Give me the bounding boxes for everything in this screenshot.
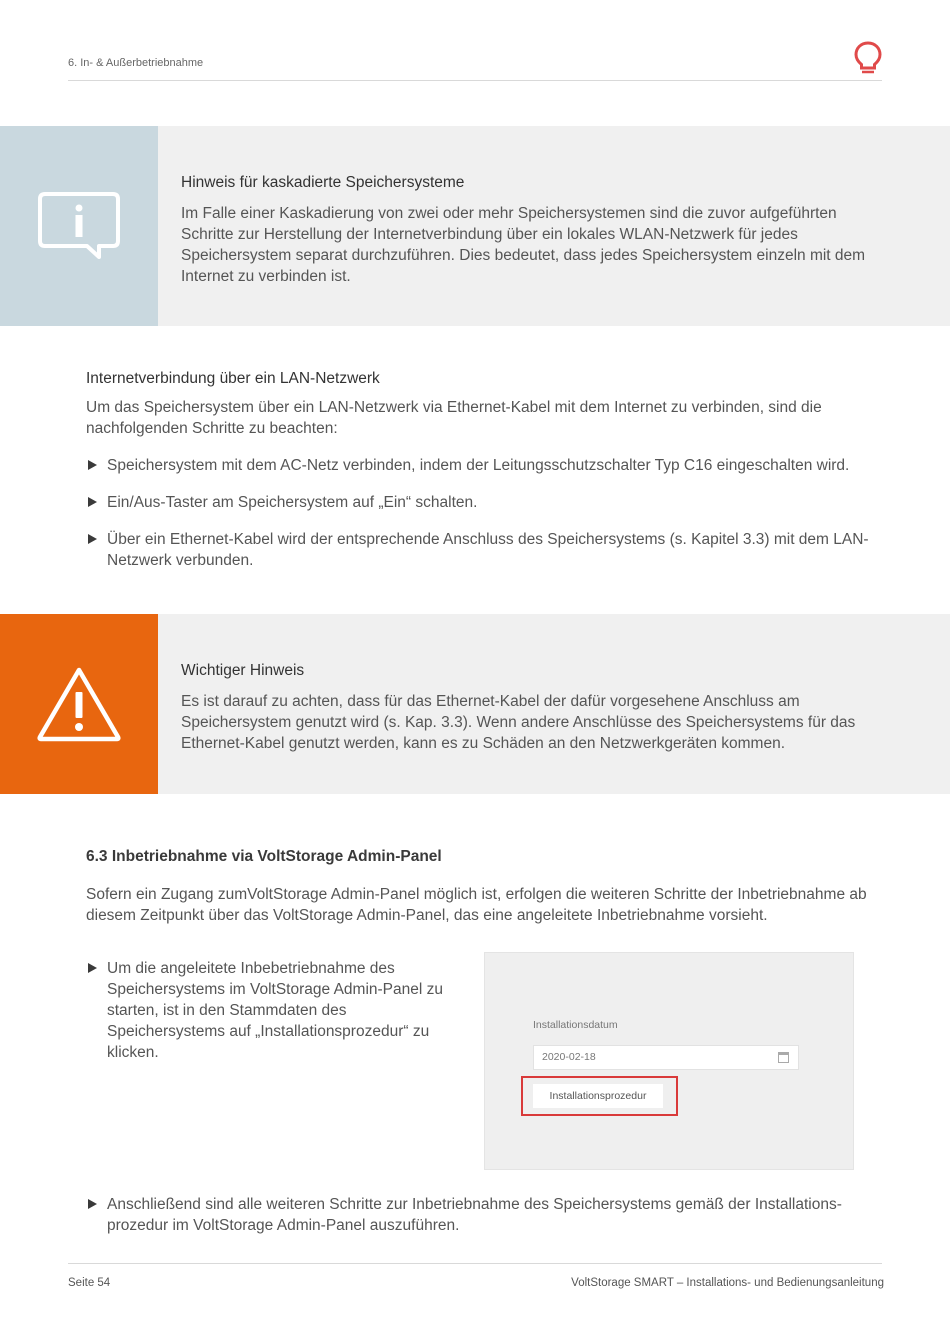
list-item: Über ein Ethernet-Kabel wird der entsprechende Anschluss des Speichersystems (s. Kapitel 3.3) mit dem LAN-Netzwerk verbunden. [86, 529, 876, 571]
page-number: Seite 54 [68, 1277, 111, 1289]
info-note-title: Hinweis für kaskadierte Speichersysteme [181, 174, 465, 191]
warning-note-content [181, 660, 890, 754]
bulb-logo-icon [852, 40, 884, 76]
warning-note-title: Wichtiger Hinweis [181, 662, 305, 679]
info-note-content [181, 172, 890, 287]
warning-icon-panel [0, 614, 158, 794]
list-item: Ein/Aus-Taster am Speichersystem auf „Ein“ schalten. [86, 492, 876, 513]
warning-note-box [0, 614, 950, 794]
list-item: Speichersystem mit dem AC-Netz verbinden, indem der Leitungsschutzschalter Typ C16 eingeschalten wird. [86, 455, 876, 476]
info-icon-panel [0, 126, 158, 326]
section-6-3-title: 6.3 Inbetriebnahme via VoltStorage Admin-Panel [86, 848, 442, 865]
lan-section [86, 368, 876, 571]
header-divider [68, 80, 882, 81]
bullet-triangle-icon [88, 460, 97, 470]
installation-date-label: Installationsdatum [533, 1019, 618, 1031]
section-6-3 [86, 846, 876, 926]
warning-note-body: Es ist darauf zu achten, dass für das Ethernet-Kabel der dafür vorgesehene Anschluss am Speichersystem genutzt wird (s. Kap. 3.3). Wenn andere Anschlüsse des Speichersystems für das Ethernet-Kabel genutzt werden, kann es zu Schäden an den Netzwerkgeräten kommen. [181, 693, 856, 752]
bullet-triangle-icon [88, 534, 97, 544]
list-item: Um die angeleitete Inbebetriebnahme des Speichersystems im VoltStorage Admin-Panel zu starten, ist in den Stammdaten des Speichersystems auf „Installationsprozedur“ zu klicken. [86, 958, 446, 1063]
installation-procedure-button[interactable]: Installationsprozedur [533, 1084, 663, 1108]
footer-divider [68, 1263, 882, 1264]
admin-panel-screenshot [484, 952, 854, 1170]
info-note-body: Im Falle einer Kaskadierung von zwei oder mehr Speichersystemen sind die zuvor aufgeführten Schritte zur Herstellung der Internetverbindung über ein lokales WLAN-Netzwerk für jedes Speichersystem separat durchzuführen. Dies bedeutet, dass jedes Speichersystem einzeln mit dem Internet zu verbinden ist. [181, 205, 866, 285]
lan-section-intro: Um das Speichersystem über ein LAN-Netzwerk via Ethernet-Kabel mit dem Internet zu verbinden, sind die nachfolgenden Schritte zu beachten: [86, 399, 822, 437]
document-title: VoltStorage SMART – Installations- und Bedienungsanleitung [571, 1277, 884, 1289]
admin-step-list [86, 958, 446, 1063]
installation-date-field[interactable] [533, 1045, 799, 1070]
bullet-triangle-icon [88, 963, 97, 973]
lan-section-title: Internetverbindung über ein LAN-Netzwerk [86, 370, 380, 387]
lan-steps-list [86, 455, 876, 571]
warning-triangle-icon [35, 665, 123, 743]
installation-date-value: 2020-02-18 [542, 1051, 596, 1063]
calendar-icon[interactable] [778, 1052, 789, 1063]
list-item: Anschließend sind alle weiteren Schritte zur Inbetriebnahme des Speichersystems gemäß der Installations-prozedur im VoltStorage Admin-Panel auszuführen. [86, 1194, 876, 1236]
info-note-box [0, 126, 950, 326]
final-step-list [86, 1194, 876, 1236]
info-speech-bubble-icon [37, 191, 121, 261]
section-6-3-intro: Sofern ein Zugang zumVoltStorage Admin-Panel möglich ist, erfolgen die weiteren Schritte der Inbetriebnahme ab diesem Zeitpunkt über das VoltStorage Admin-Panel, das eine angeleitete Inbetriebnahme vorsieht. [86, 886, 867, 924]
chapter-header: 6. In- & Außerbetriebnahme [68, 57, 204, 69]
bullet-triangle-icon [88, 497, 97, 507]
bullet-triangle-icon [88, 1199, 97, 1209]
